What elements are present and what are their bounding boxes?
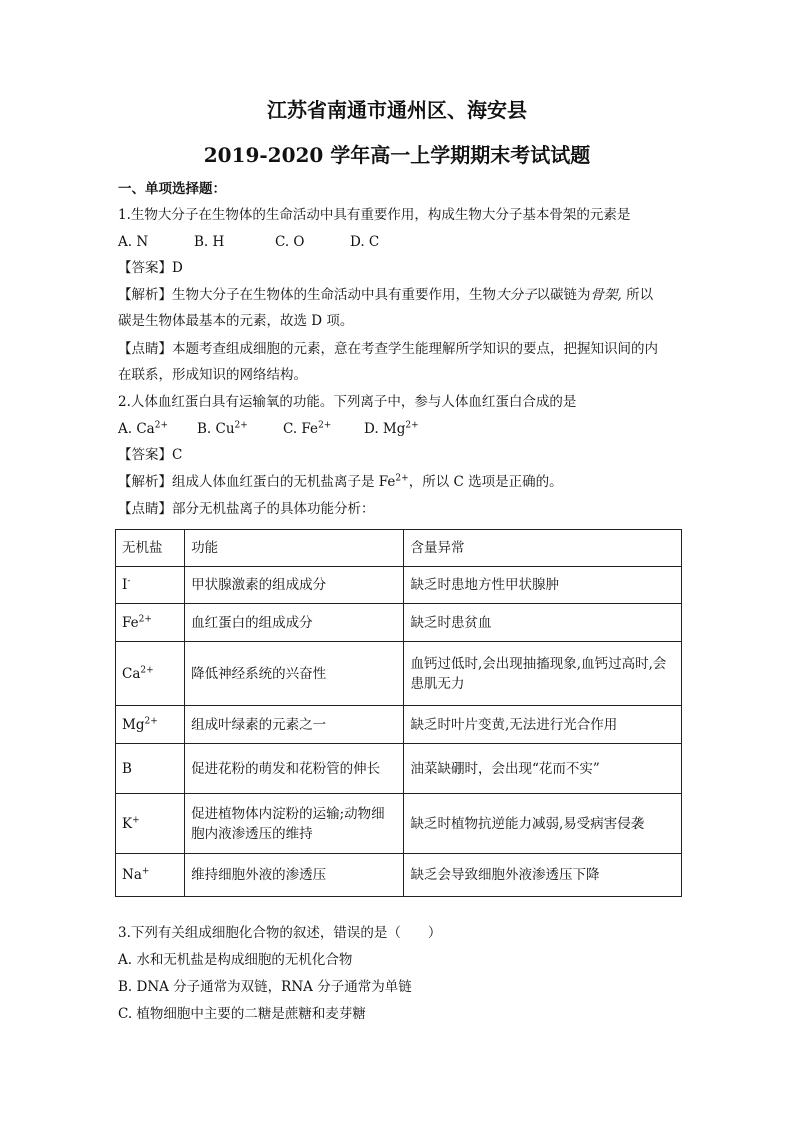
ion-cell: K+ bbox=[116, 794, 185, 854]
table-header-row bbox=[116, 530, 682, 567]
table-header-cell: 功能 bbox=[185, 530, 404, 567]
q1-answer: 【答案】D bbox=[118, 260, 183, 276]
function-cell: 降低神经系统的兴奋性 bbox=[185, 642, 404, 706]
question-2-stem: 2.人体血红蛋白具有运输氧的功能。下列离子中，参与人体血红蛋白合成的是 bbox=[118, 394, 577, 410]
table-row bbox=[116, 567, 682, 604]
q2-analysis: 【解析】组成人体血红蛋白的无机盐离子是 $Fe^{2+}$，所以 C 选项是正确的。 bbox=[118, 473, 563, 490]
abnormal-cell: 缺乏时叶片变黄,无法进行光合作用 bbox=[404, 706, 682, 744]
ion-cell: Na+ bbox=[116, 854, 185, 897]
question-1-stem: 1.生物大分子在生物体的生命活动中具有重要作用，构成生物大分子基本骨架的元素是 bbox=[118, 207, 631, 223]
ion-function-table bbox=[115, 529, 682, 897]
q1-option-d: D. C bbox=[350, 234, 380, 250]
document-title: 江苏省南通市通州区、海安县 bbox=[267, 98, 527, 122]
ion-cell: $Mg^{2+}$ bbox=[116, 706, 185, 744]
q1-comment: 【点睛】本题考查组成细胞的元素，意在考查学生能理解所学知识的要点，把握知识间的内 bbox=[118, 341, 658, 357]
function-cell: 组成叶绿素的元素之一 bbox=[185, 706, 404, 744]
q1-analysis-line2: 碳是生物体最基本的元素，故选 D 项。 bbox=[118, 313, 354, 329]
abnormal-cell: 油菜缺硼时，会出现“花而不实” bbox=[404, 744, 682, 794]
abnormal-cell: 缺乏时患地方性甲状腺肿 bbox=[404, 567, 682, 604]
abnormal-cell: 缺乏时患贫血 bbox=[404, 604, 682, 642]
function-cell: 血红蛋白的组成成分 bbox=[185, 604, 404, 642]
ion-cell: I- bbox=[116, 567, 185, 604]
function-cell: 促进植物体内淀粉的运输;动物细胞内液渗透压的维持 bbox=[185, 794, 404, 854]
table-row bbox=[116, 744, 682, 794]
question-3-stem: 3.下列有关组成细胞化合物的叙述，错误的是（ ） bbox=[118, 925, 442, 941]
table-header-cell: 无机盐 bbox=[116, 530, 185, 567]
ion-cell: $Fe^{2+}$ bbox=[116, 604, 185, 642]
function-cell: 促进花粉的萌发和花粉管的伸长 bbox=[185, 744, 404, 794]
q2-answer: 【答案】C bbox=[118, 447, 183, 463]
q2-comment: 【点睛】部分无机盐离子的具体功能分析： bbox=[118, 501, 375, 517]
abnormal-cell: 缺乏会导致细胞外液渗透压下降 bbox=[404, 854, 682, 897]
ion-cell: B bbox=[116, 744, 185, 794]
q1-analysis: 【解析】生物大分子在生物体的生命活动中具有重要作用，生物大分子以碳链为骨架, 所以 bbox=[118, 287, 654, 303]
ion-cell: $Ca^{2+}$ bbox=[116, 642, 185, 706]
table-row bbox=[116, 854, 682, 897]
q1-option-a: A. N bbox=[118, 234, 149, 250]
table-row bbox=[116, 604, 682, 642]
q1-option-b: B. H bbox=[194, 234, 225, 250]
section-heading: 一、单项选择题： bbox=[118, 181, 226, 197]
table-header-cell: 含量异常 bbox=[404, 530, 682, 567]
table-row bbox=[116, 706, 682, 744]
function-cell: 维持细胞外液的渗透压 bbox=[185, 854, 404, 897]
q2-option-c: C. $Fe^{2+}$ bbox=[283, 420, 332, 437]
q2-option-d: D. $Mg^{2+}$ bbox=[364, 420, 419, 437]
q3-option-b: B. DNA 分子通常为双链，RNA 分子通常为单链 bbox=[118, 979, 412, 995]
table-row bbox=[116, 642, 682, 706]
q2-option-a: A. $Ca^{2+}$ bbox=[118, 420, 168, 437]
q3-option-a: A. 水和无机盐是构成细胞的无机化合物 bbox=[118, 952, 353, 968]
abnormal-cell: 缺乏时植物抗逆能力减弱,易受病害侵袭 bbox=[404, 794, 682, 854]
q2-option-b: B. $Cu^{2+}$ bbox=[197, 420, 248, 437]
q1-comment-line2: 在联系，形成知识的网络结构。 bbox=[118, 367, 307, 383]
document-subtitle: 2019-2020 学年高一上学期期末考试试题 bbox=[203, 143, 591, 167]
q3-option-c: C. 植物细胞中主要的二糖是蔗糖和麦芽糖 bbox=[118, 1006, 366, 1022]
table-row bbox=[116, 794, 682, 854]
abnormal-cell: 血钙过低时,会出现抽搐现象,血钙过高时,会患肌无力 bbox=[404, 642, 682, 706]
function-cell: 甲状腺激素的组成成分 bbox=[185, 567, 404, 604]
q1-option-c: C. O bbox=[275, 234, 305, 250]
